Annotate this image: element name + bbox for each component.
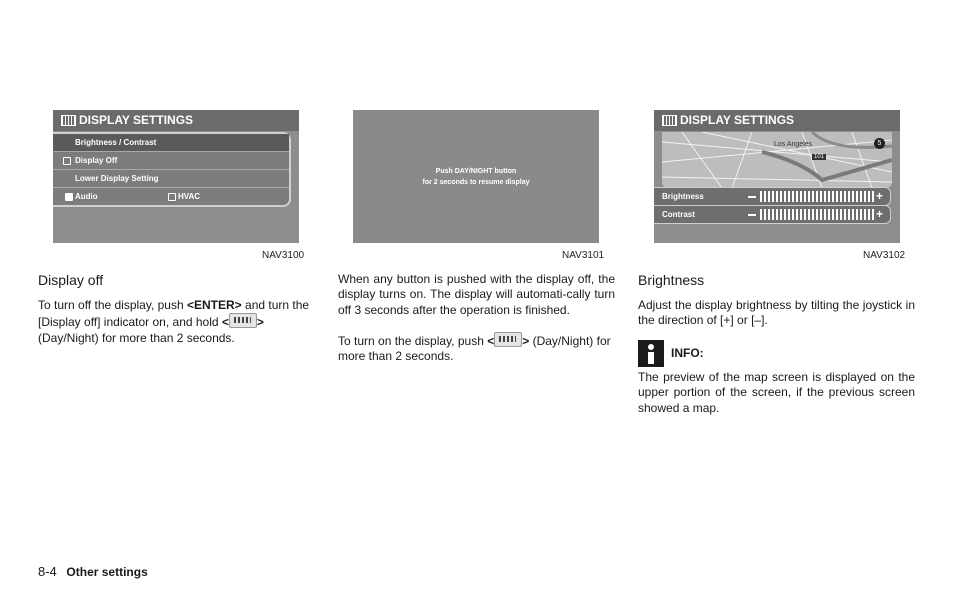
map-badge-number: 5 [874, 138, 885, 149]
slider-track[interactable] [760, 209, 874, 220]
heading-display-off: Display off [38, 272, 104, 288]
menu-item-brightness-contrast[interactable]: Brightness / Contrast [53, 134, 289, 152]
section-name: Other settings [66, 565, 148, 579]
figure-display-off-message [353, 110, 599, 243]
figure-caption: NAV3101 [562, 250, 605, 261]
plus-icon: + [876, 207, 884, 221]
option-audio[interactable]: Audio [75, 192, 98, 201]
day-night-key-icon [494, 332, 522, 347]
menu-item-display-off[interactable]: Display Off [53, 152, 289, 170]
info-label: INFO: [671, 346, 704, 360]
plus-icon: + [876, 189, 884, 203]
figure-brightness-contrast [654, 110, 900, 243]
info-icon [638, 340, 664, 367]
display-off-paragraph: To turn off the display, push <ENTER> and turn the [Display off] indicator on, and hold < > (Day/Night) for more than 2 seconds. [38, 298, 310, 345]
figure-caption: NAV3100 [262, 250, 305, 261]
figure-display-settings-menu [53, 110, 299, 243]
figure-caption: NAV3102 [863, 250, 906, 261]
info-paragraph: The preview of the map screen is displayed on the upper portion of the screen, if the previous screen showed a map. [638, 370, 915, 415]
enter-key-label: <ENTER> [187, 298, 242, 312]
screen-title-bar [654, 110, 900, 131]
keyboard-icon [662, 115, 677, 126]
slider-contrast[interactable]: Contrast + [654, 205, 891, 224]
display-on-paragraph: When any button is pushed with the display off, the display turns on. The display will automati-cally turn off 3 seconds after the operation is finished. [338, 272, 615, 317]
brightness-paragraph: Adjust the display brightness by tilting the joystick in the direction of [+] or [–]. [638, 298, 915, 328]
minus-icon [748, 214, 756, 216]
radio-audio-icon [65, 193, 73, 201]
checkbox-icon [63, 157, 71, 165]
page-footer [38, 564, 148, 579]
slider-track[interactable] [760, 191, 874, 202]
heading-brightness: Brightness [638, 272, 705, 288]
radio-hvac-icon [168, 193, 176, 201]
page-number: 8-4 [38, 564, 57, 579]
settings-menu [53, 132, 291, 207]
turn-on-paragraph: To turn on the display, push < > (Day/Night) for more than 2 seconds. [338, 334, 611, 364]
map-city-label: Los Angeles [774, 141, 813, 148]
menu-item-lower-display-setting[interactable]: Lower Display Setting [53, 170, 289, 188]
map-preview [662, 132, 892, 188]
screen-title: DISPLAY SETTINGS [680, 113, 795, 127]
menu-sub-options [53, 188, 289, 205]
screen-title: DISPLAY SETTINGS [79, 113, 194, 127]
option-hvac[interactable]: HVAC [178, 192, 201, 201]
screen-title-bar [53, 110, 299, 131]
minus-icon [748, 196, 756, 198]
map-route-badge: 101 [814, 154, 825, 160]
keyboard-icon [61, 115, 76, 126]
day-night-key-icon [229, 313, 257, 328]
resume-display-message: Push DAY/NIGHT button for 2 seconds to resume display [422, 168, 530, 186]
slider-brightness[interactable]: Brightness + [654, 187, 891, 206]
